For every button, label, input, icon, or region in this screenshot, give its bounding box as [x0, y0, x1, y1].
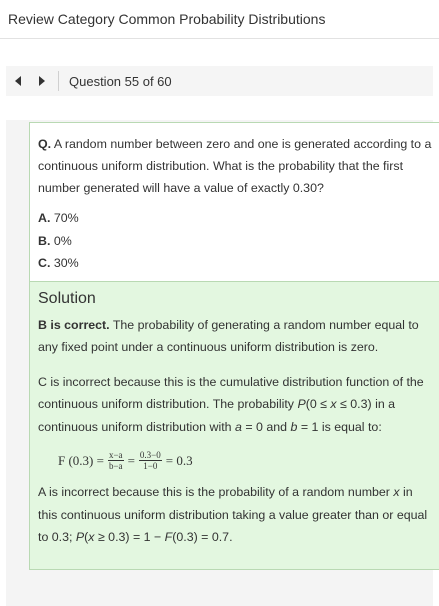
caret-left-icon: [15, 76, 21, 86]
solution-paragraph-1: [38, 314, 433, 359]
caret-right-icon: [39, 76, 45, 86]
option-letter: C.: [38, 256, 51, 270]
solution-text: = 0 and: [241, 419, 291, 434]
option-letter: B.: [38, 233, 51, 248]
solution-text: C is incorrect because this is the cumulative distribution function of the continuous uniform distribution. The probability: [38, 374, 424, 411]
cdf-formula: [58, 450, 433, 471]
option-text: 0%: [53, 233, 72, 248]
solution-text: (0 ≤: [305, 397, 331, 411]
option-a[interactable]: [38, 207, 433, 230]
question-nav-bar: [6, 66, 433, 96]
next-question-button[interactable]: [30, 66, 54, 96]
math-var: x: [393, 485, 400, 499]
option-text: 30%: [53, 256, 79, 270]
question-body: A random number between zero and one is generated according to a continuous uniform distribution. What is the probability that the first number generated will have a value of exactly 0.30?: [38, 137, 432, 195]
option-text: 70%: [53, 211, 79, 225]
fraction-denominator: 1−0: [143, 461, 158, 471]
solution-paragraph-3: [38, 481, 433, 549]
fraction-numerator: x−a: [108, 450, 123, 460]
question-card: [29, 122, 439, 570]
formula-equals: =: [127, 452, 135, 468]
page-title: Review Category Common Probability Distributions: [8, 11, 326, 27]
math-var: a: [234, 419, 242, 434]
solution-text: in this continuous uniform distribution taking a value greater than or equal to 0.3;: [38, 485, 428, 544]
page-header: [0, 0, 439, 39]
option-c[interactable]: [38, 252, 433, 275]
question-text: [30, 123, 439, 207]
solution-text: A is incorrect because this is the probability of a random number: [38, 485, 394, 499]
content-area: [6, 120, 433, 606]
solution-text: ≤ 0.3) in a continuous uniform distribution with: [38, 397, 396, 434]
solution-text: (: [84, 530, 89, 544]
fraction-1: [108, 450, 124, 471]
math-var: F: [164, 530, 173, 544]
solution-title: Solution: [38, 289, 96, 307]
fraction-numerator: 0.3−0: [139, 450, 161, 460]
nav-divider: [58, 71, 59, 91]
option-letter: A.: [38, 211, 51, 225]
math-var: x: [88, 530, 95, 544]
formula-lhs: F (0.3) =: [58, 452, 104, 468]
math-var: b: [290, 419, 298, 434]
math-var: P: [75, 530, 85, 544]
solution-text: = 1 is equal to:: [297, 419, 382, 434]
fraction-2: [139, 450, 162, 471]
fraction-denominator: b−a: [108, 461, 123, 471]
question-prefix: Q.: [38, 137, 52, 151]
question-counter: Question 55 of 60: [69, 73, 172, 89]
answer-options: [30, 207, 439, 281]
math-var: x: [330, 397, 337, 411]
math-var: P: [297, 397, 306, 411]
formula-rhs: = 0.3: [165, 452, 193, 468]
solution-text: (0.3) = 0.7.: [172, 530, 233, 544]
correct-answer-label: B is correct.: [38, 317, 110, 332]
solution-paragraph-2: [38, 371, 433, 439]
option-b[interactable]: [38, 230, 433, 253]
solution-panel: [30, 281, 439, 569]
solution-text: The probability of generating a random number equal to any fixed point under a continuous uniform distribution is zero.: [38, 317, 419, 354]
prev-question-button[interactable]: [6, 66, 30, 96]
solution-text: ≥ 0.3) = 1 −: [94, 530, 165, 544]
